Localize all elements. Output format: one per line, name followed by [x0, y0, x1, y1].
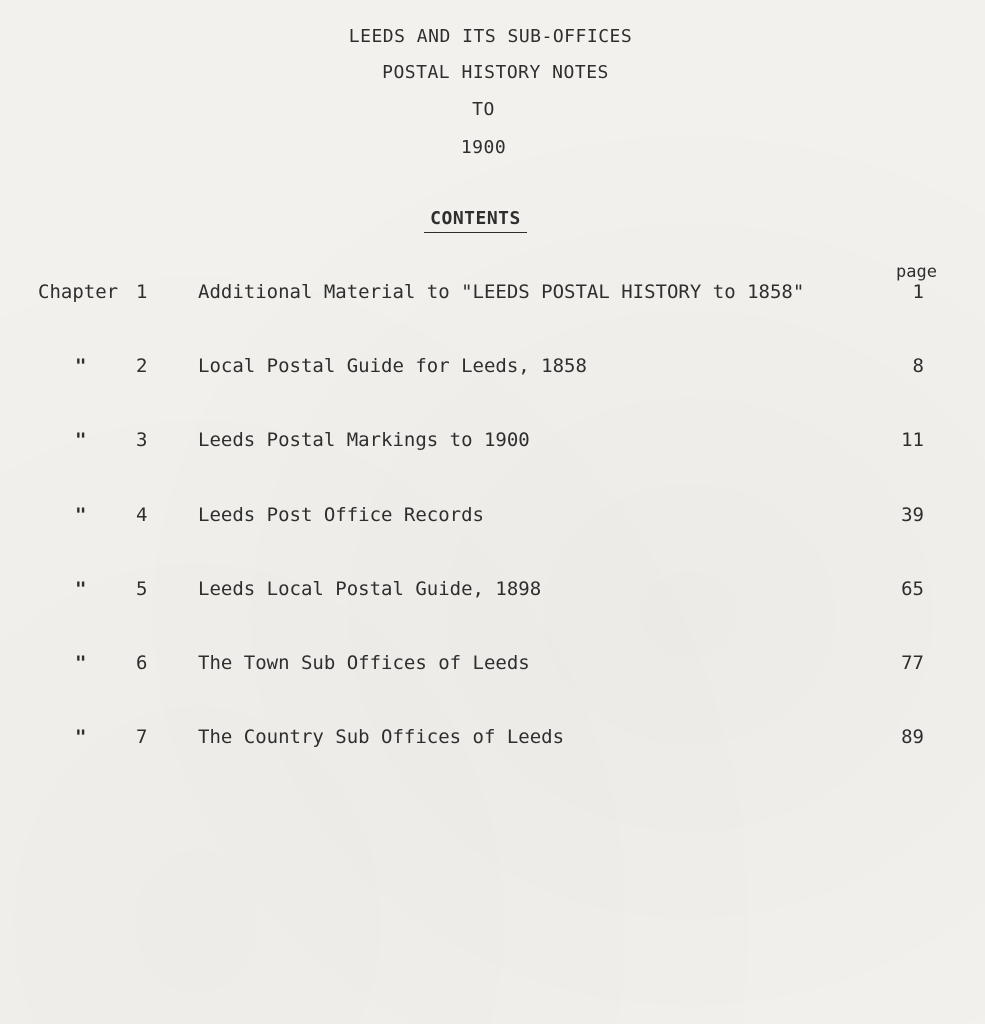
- chapter-number: 5: [136, 578, 148, 600]
- chapter-title: Local Postal Guide for Leeds, 1858: [198, 355, 587, 377]
- ditto-mark: ": [75, 726, 87, 748]
- ditto-mark: ": [75, 429, 87, 451]
- title-line-2: POSTAL HISTORY NOTES: [382, 62, 609, 83]
- toc-row: [0, 726, 985, 756]
- toc-row: [0, 429, 985, 459]
- contents-heading: [0, 208, 951, 233]
- page-number: 65: [901, 578, 924, 600]
- chapter-number: 3: [136, 429, 148, 451]
- title-line-1: LEEDS AND ITS SUB-OFFICES: [348, 26, 633, 47]
- contents-heading-text: CONTENTS: [424, 208, 527, 233]
- chapter-title: The Country Sub Offices of Leeds: [198, 726, 565, 748]
- chapter-title: Leeds Post Office Records: [198, 504, 484, 526]
- toc-row: [0, 281, 985, 311]
- chapter-number: 6: [136, 652, 148, 674]
- page-number: 89: [901, 726, 924, 748]
- chapter-number: 2: [136, 355, 148, 377]
- page-number: 39: [901, 504, 924, 526]
- page-number: 8: [912, 355, 924, 377]
- chapter-number: 1: [136, 281, 148, 303]
- chapter-label: Chapter: [38, 281, 119, 303]
- ditto-mark: ": [75, 652, 87, 674]
- chapter-title: Leeds Postal Markings to 1900: [198, 429, 530, 451]
- ditto-mark: ": [75, 578, 87, 600]
- chapter-title: Leeds Local Postal Guide, 1898: [198, 578, 542, 600]
- toc-row: [0, 578, 985, 608]
- title-line-3: TO: [472, 99, 495, 120]
- chapter-number: 4: [136, 504, 148, 526]
- ditto-mark: ": [75, 355, 87, 377]
- ditto-mark: ": [75, 504, 87, 526]
- page-number: 77: [901, 652, 924, 674]
- chapter-title: The Town Sub Offices of Leeds: [198, 652, 530, 674]
- title-line-4: 1900: [460, 137, 507, 158]
- page-number: 1: [912, 281, 924, 303]
- toc-row: [0, 504, 985, 534]
- toc-row: [0, 355, 985, 385]
- page-number: 11: [901, 429, 924, 451]
- page-column-label: page: [896, 262, 937, 282]
- chapter-title: Additional Material to "LEEDS POSTAL HISTORY to 1858": [198, 281, 805, 303]
- toc-row: [0, 652, 985, 682]
- chapter-number: 7: [136, 726, 148, 748]
